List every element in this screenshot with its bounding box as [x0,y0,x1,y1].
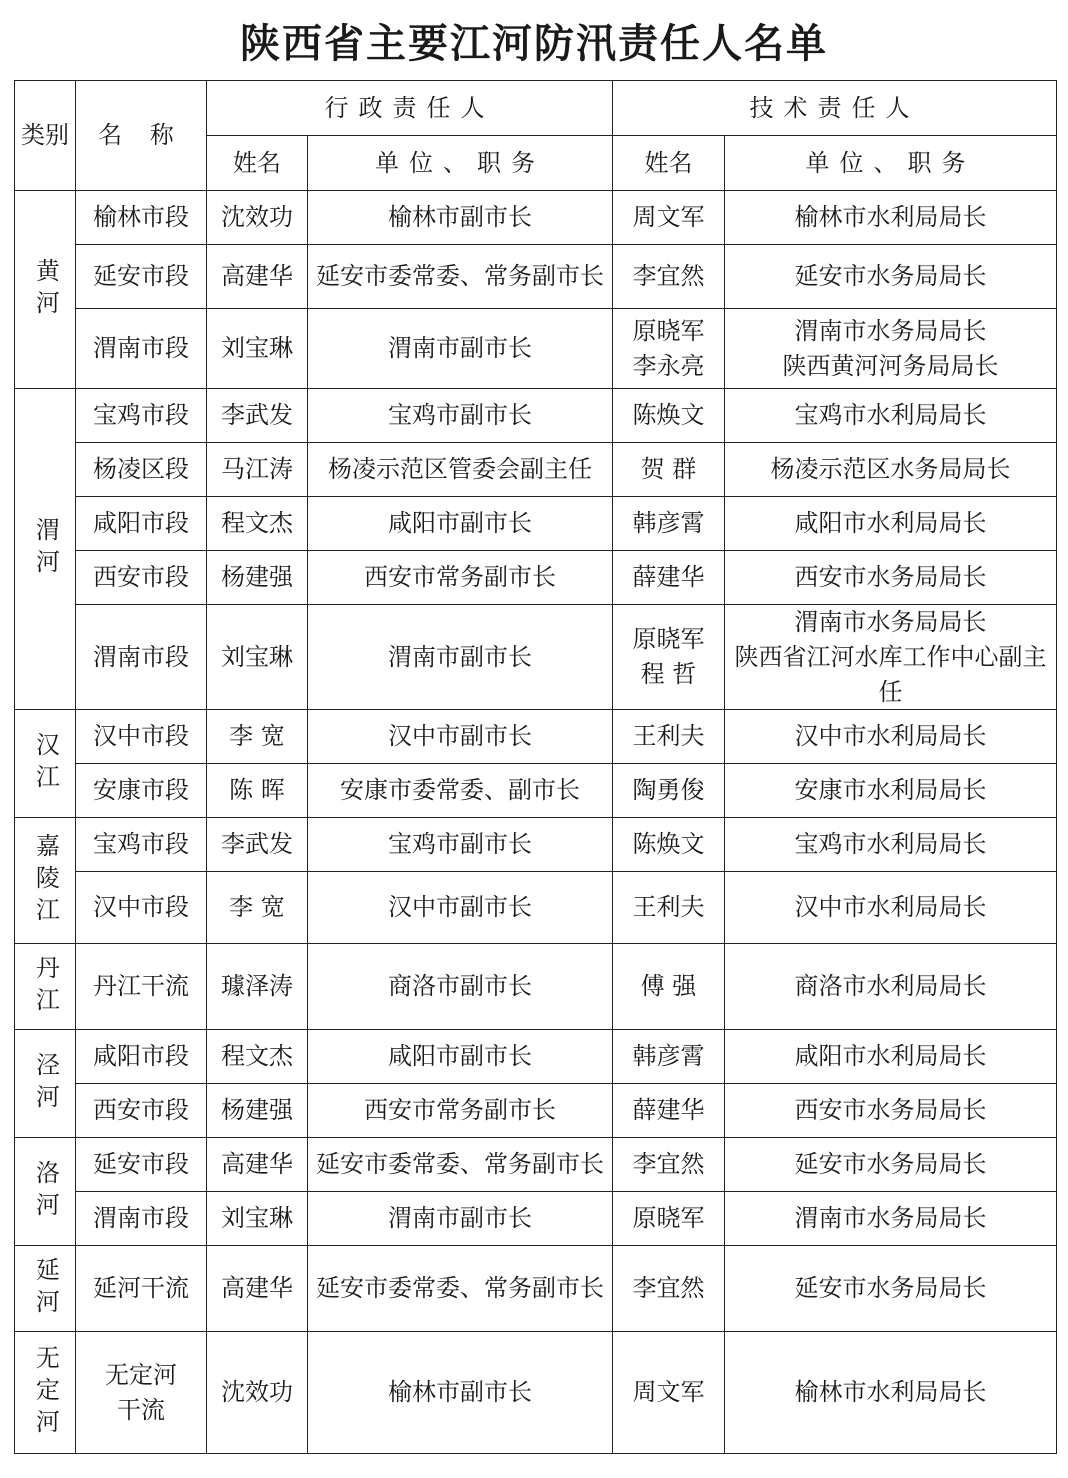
table-row [15,443,1057,497]
admin-name-cell: 刘宝琳 [207,309,308,389]
table-row [15,309,1057,389]
segment-cell: 延河干流 [76,1246,207,1332]
category-label: 延河 [31,1256,60,1321]
admin-unit-cell: 渭南市副市长 [308,1192,613,1246]
admin-name-cell: 李 宽 [207,872,308,944]
segment-cell: 咸阳市段 [76,1030,207,1084]
table-row [15,605,1057,710]
tech-name-cell: 王利夫 [613,872,725,944]
tech-name-cell-line-1: 原晓军 [632,625,705,654]
category-label: 泾河 [31,1051,60,1116]
tech-unit-cell: 西安市水务局局长 [725,551,1057,605]
tech-unit-cell: 咸阳市水利局局长 [725,497,1057,551]
table-row [15,872,1057,944]
admin-name-cell: 高建华 [207,1246,308,1332]
admin-name-cell: 刘宝琳 [207,1192,308,1246]
segment-cell: 咸阳市段 [76,497,207,551]
tech-unit-cell: 榆林市水利局局长 [725,191,1057,245]
category-label: 丹江 [31,954,60,1019]
tech-unit-cell: 西安市水务局局长 [725,1084,1057,1138]
table-row [15,818,1057,872]
table-row [15,1192,1057,1246]
header-admin-name: 姓名 [207,136,308,191]
segment-cell: 渭南市段 [76,1192,207,1246]
tech-name-cell: 薛建华 [613,1084,725,1138]
tech-name-cell-line-2: 程 哲 [640,660,697,689]
table-row [15,245,1057,309]
tech-name-cell: 傅 强 [613,944,725,1030]
tech-name-cell [613,605,725,710]
table-row [15,1030,1057,1084]
category-label: 无定河 [31,1344,60,1441]
tech-name-cell: 周文军 [613,191,725,245]
tech-unit-cell: 商洛市水利局局长 [725,944,1057,1030]
admin-unit-cell: 咸阳市副市长 [308,497,613,551]
admin-unit-cell: 宝鸡市副市长 [308,818,613,872]
tech-unit-cell: 渭南市水务局局长 [725,1192,1057,1246]
admin-unit-cell: 渭南市副市长 [308,309,613,389]
admin-name-cell: 高建华 [207,1138,308,1192]
table-header [15,81,1057,191]
tech-unit-cell-line-2: 陕西黄河河务局局长 [782,351,999,380]
admin-name-cell: 璩泽涛 [207,944,308,1030]
segment-cell: 安康市段 [76,764,207,818]
segment-cell: 西安市段 [76,1084,207,1138]
category-label: 黄河 [31,257,60,322]
tech-name-cell: 薛建华 [613,551,725,605]
tech-unit-cell [725,605,1057,710]
category-cell [15,1332,76,1454]
segment-cell-line-1: 无定河 [105,1361,177,1390]
tech-name-cell: 王利夫 [613,710,725,764]
category-cell [15,818,76,944]
tech-unit-cell-line-1: 渭南市水务局局长 [794,608,987,636]
admin-unit-cell: 榆林市副市长 [308,191,613,245]
flood-control-roster-table [14,80,1057,1454]
tech-name-cell [613,309,725,389]
segment-cell-line-2: 干流 [117,1395,165,1424]
admin-unit-cell: 杨凌示范区管委会副主任 [308,443,613,497]
table-row [15,1138,1057,1192]
table-row [15,191,1057,245]
segment-cell: 渭南市段 [76,605,207,710]
header-name: 名 称 [76,81,207,191]
category-cell [15,710,76,818]
segment-cell: 汉中市段 [76,872,207,944]
tech-name-cell: 贺 群 [613,443,725,497]
admin-name-cell: 杨建强 [207,1084,308,1138]
admin-unit-cell: 汉中市副市长 [308,872,613,944]
tech-unit-cell: 延安市水务局局长 [725,245,1057,309]
table-row [15,1332,1057,1454]
tech-unit-cell: 汉中市水利局局长 [725,710,1057,764]
tech-name-cell: 陶勇俊 [613,764,725,818]
tech-name-cell: 李宜然 [613,1138,725,1192]
segment-cell: 渭南市段 [76,309,207,389]
admin-unit-cell: 西安市常务副市长 [308,1084,613,1138]
tech-name-cell: 原晓军 [613,1192,725,1246]
admin-name-cell: 陈 晖 [207,764,308,818]
header-tech-unit: 单位、职务 [725,136,1057,191]
segment-cell: 榆林市段 [76,191,207,245]
admin-unit-cell: 榆林市副市长 [308,1332,613,1454]
category-label: 汉江 [31,731,60,796]
segment-cell: 宝鸡市段 [76,389,207,443]
admin-name-cell: 高建华 [207,245,308,309]
segment-cell: 延安市段 [76,1138,207,1192]
admin-unit-cell: 西安市常务副市长 [308,551,613,605]
tech-unit-cell: 延安市水务局局长 [725,1246,1057,1332]
table-row [15,944,1057,1030]
segment-cell: 汉中市段 [76,710,207,764]
category-cell [15,389,76,710]
tech-unit-cell: 咸阳市水利局局长 [725,1030,1057,1084]
admin-unit-cell: 渭南市副市长 [308,605,613,710]
tech-unit-cell: 杨凌示范区水务局局长 [725,443,1057,497]
category-cell [15,1138,76,1246]
header-tech-name: 姓名 [613,136,725,191]
category-label: 渭河 [31,517,60,582]
segment-cell: 西安市段 [76,551,207,605]
admin-name-cell: 程文杰 [207,497,308,551]
header-tech-group: 技术责任人 [613,81,1057,136]
admin-name-cell: 程文杰 [207,1030,308,1084]
tech-name-cell: 韩彦霄 [613,1030,725,1084]
table-row [15,497,1057,551]
tech-name-cell: 李宜然 [613,1246,725,1332]
admin-unit-cell: 咸阳市副市长 [308,1030,613,1084]
table-row [15,710,1057,764]
admin-unit-cell: 延安市委常委、常务副市长 [308,1138,613,1192]
segment-cell: 丹江干流 [76,944,207,1030]
admin-unit-cell: 宝鸡市副市长 [308,389,613,443]
admin-name-cell: 刘宝琳 [207,605,308,710]
table-row [15,389,1057,443]
table-row [15,764,1057,818]
tech-unit-cell: 延安市水务局局长 [725,1138,1057,1192]
category-cell [15,1030,76,1138]
category-label: 洛河 [31,1159,60,1224]
header-admin-unit: 单位、职务 [308,136,613,191]
table-row [15,1246,1057,1332]
tech-unit-cell: 汉中市水利局局长 [725,872,1057,944]
admin-unit-cell: 商洛市副市长 [308,944,613,1030]
admin-name-cell: 李武发 [207,389,308,443]
admin-unit-cell: 延安市委常委、常务副市长 [308,245,613,309]
category-cell [15,1246,76,1332]
tech-name-cell: 李宜然 [613,245,725,309]
tech-name-cell: 韩彦霄 [613,497,725,551]
table-row [15,551,1057,605]
tech-unit-cell: 榆林市水利局局长 [725,1332,1057,1454]
admin-name-cell: 李 宽 [207,710,308,764]
header-category: 类别 [15,81,76,191]
table-row [15,1084,1057,1138]
admin-unit-cell: 安康市委常委、副市长 [308,764,613,818]
tech-unit-cell: 宝鸡市水利局局长 [725,389,1057,443]
tech-name-cell: 陈焕文 [613,818,725,872]
category-cell [15,191,76,389]
segment-cell [76,1332,207,1454]
admin-name-cell: 沈效功 [207,1332,308,1454]
segment-cell: 延安市段 [76,245,207,309]
segment-cell: 宝鸡市段 [76,818,207,872]
tech-name-cell-line-2: 李永亮 [632,351,705,380]
tech-unit-cell: 安康市水利局局长 [725,764,1057,818]
tech-name-cell: 陈焕文 [613,389,725,443]
document-title: 陕西省主要江河防汛责任人名单 [240,21,828,67]
tech-unit-cell-line-1: 渭南市水务局局长 [794,316,987,345]
category-cell [15,944,76,1030]
tech-unit-cell-line-2: 陕西省江河水库工作中心副主任 [734,642,1047,706]
tech-unit-cell [725,309,1057,389]
admin-name-cell: 沈效功 [207,191,308,245]
admin-unit-cell: 延安市委常委、常务副市长 [308,1246,613,1332]
admin-name-cell: 李武发 [207,818,308,872]
table-body [15,191,1057,1454]
category-label: 嘉陵江 [31,832,60,929]
tech-name-cell: 周文军 [613,1332,725,1454]
header-admin-group: 行政责任人 [207,81,613,136]
admin-unit-cell: 汉中市副市长 [308,710,613,764]
admin-name-cell: 杨建强 [207,551,308,605]
admin-name-cell: 马江涛 [207,443,308,497]
tech-name-cell-line-1: 原晓军 [632,316,705,345]
segment-cell: 杨凌区段 [76,443,207,497]
tech-unit-cell: 宝鸡市水利局局长 [725,818,1057,872]
